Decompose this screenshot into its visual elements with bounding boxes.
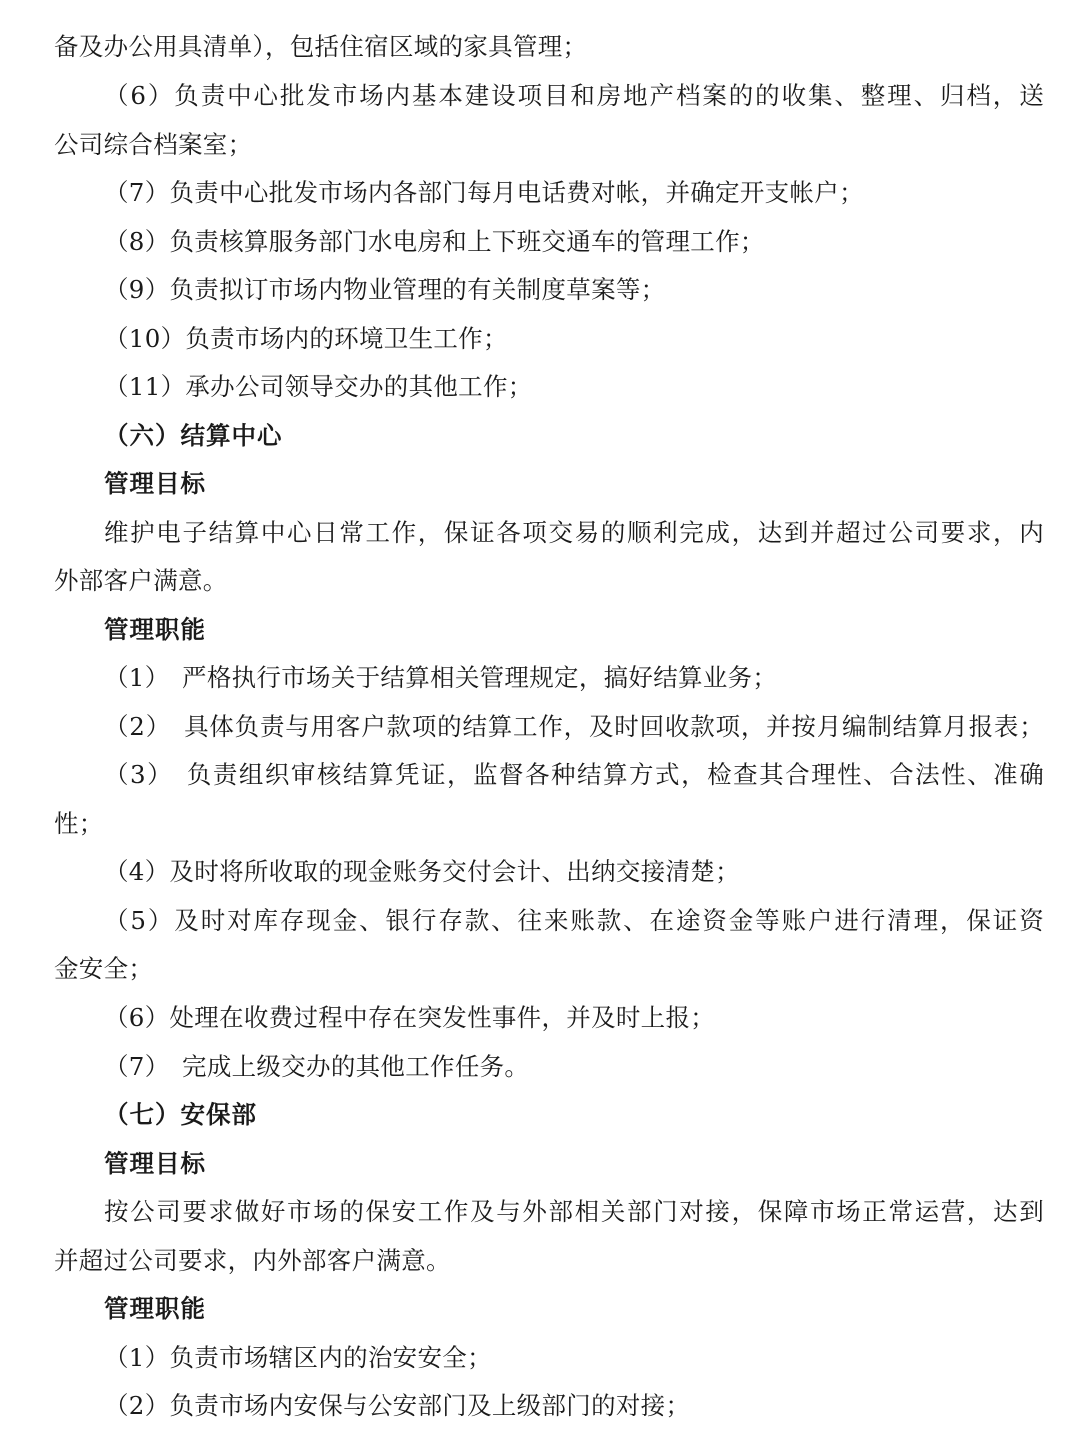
text-line: （7） 完成上级交办的其他工作任务。 <box>104 1052 530 1081</box>
text-line: （2）负责市场内安保与公安部门及上级部门的对接； <box>104 1391 691 1420</box>
text-line: 并超过公司要求，内外部客户满意。 <box>54 1246 451 1275</box>
text-line: （7）负责中心批发市场内各部门每月电话费对帐，并确定开支帐户； <box>104 178 864 207</box>
text-line: （1）负责市场辖区内的治安安全； <box>104 1343 492 1372</box>
text-line: 公司综合档案室； <box>54 130 253 159</box>
text-line: （9）负责拟订市场内物业管理的有关制度草案等； <box>104 275 666 304</box>
section-heading: （六）结算中心 <box>104 421 283 450</box>
section-heading: （七）安保部 <box>104 1100 257 1129</box>
text-line: 维护电子结算中心日常工作，保证各项交易的顺利完成，达到并超过公司要求，内 <box>104 518 1044 547</box>
subsection-heading: 管理目标 <box>104 1149 206 1178</box>
text-line: （6）处理在收费过程中存在突发性事件，并及时上报； <box>104 1003 716 1032</box>
text-line: 性； <box>54 809 104 838</box>
subsection-heading: 管理目标 <box>104 469 206 498</box>
text-line: （6）负责中心批发市场内基本建设项目和房地产档案的的收集、整理、归档，送 <box>104 81 1044 110</box>
text-line: （10）负责市场内的环境卫生工作； <box>104 324 508 353</box>
subsection-heading: 管理职能 <box>104 615 206 644</box>
text-line: （8）负责核算服务部门水电房和上下班交通车的管理工作； <box>104 227 765 256</box>
text-line: 按公司要求做好市场的保安工作及与外部相关部门对接，保障市场正常运营，达到 <box>104 1197 1044 1226</box>
text-line: （11）承办公司领导交办的其他工作； <box>104 372 533 401</box>
text-line: 金安全； <box>54 954 154 983</box>
text-line: （2） 具体负责与用客户款项的结算工作，及时回收款项，并按月编制结算月报表； <box>104 712 1044 741</box>
text-line: （5）及时对库存现金、银行存款、往来账款、在途资金等账户进行清理，保证资 <box>104 906 1044 935</box>
text-line: 外部客户满意。 <box>54 566 228 595</box>
subsection-heading: 管理职能 <box>104 1294 206 1323</box>
text-line: （4）及时将所收取的现金账务交付会计、出纳交接清楚； <box>104 857 740 886</box>
text-line: （1） 严格执行市场关于结算相关管理规定，搞好结算业务； <box>104 663 778 692</box>
text-line: 备及办公用具清单），包括住宿区域的家具管理； <box>54 32 588 61</box>
text-line: （3） 负责组织审核结算凭证，监督各种结算方式，检查其合理性、合法性、准确 <box>104 760 1044 789</box>
